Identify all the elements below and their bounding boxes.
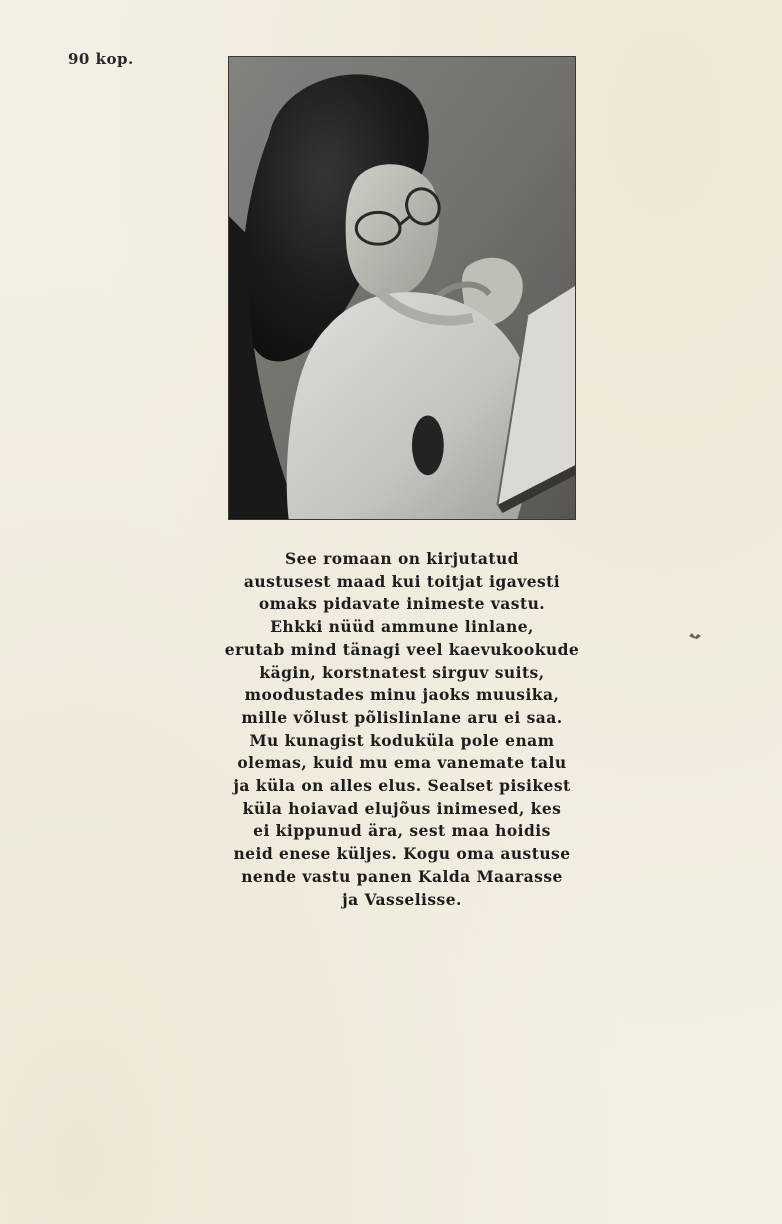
- blurb-line: ei kippunud ära, sest maa hoidis: [253, 821, 551, 841]
- price-label: 90 kop.: [68, 50, 134, 68]
- blurb-line: See romaan on kirjutatud: [285, 549, 519, 568]
- blurb-line: olemas, kuid mu ema vanemate talu: [237, 753, 567, 773]
- blurb-line: kägin, korstnatest sirguv suits,: [259, 662, 545, 682]
- author-photo-image: [229, 57, 575, 519]
- blurb-line: ja Vasselisse.: [342, 889, 462, 909]
- blurb-line: neid enese küljes. Kogu oma austuse: [233, 844, 571, 864]
- blurb-line: ja küla on alles elus. Sealset pisikest: [233, 776, 571, 796]
- blurb-line: Mu kunagist koduküla pole enam: [249, 730, 555, 750]
- blurb-line: erutab mind tänagi veel kaevukookude: [224, 639, 580, 659]
- paper-speck: [688, 632, 702, 640]
- blurb-text: [200, 548, 604, 911]
- blurb-line: moodustades minu jaoks muusika,: [244, 685, 560, 705]
- blurb-line: Ehkki nüüd ammune linlane,: [270, 617, 534, 637]
- blurb-line: omaks pidavate inimeste vastu.: [258, 594, 546, 614]
- blurb-line: mille võlust põlislinlane aru ei saa.: [241, 707, 563, 727]
- blurb-line: küla hoiavad elujõus inimesed, kes: [242, 798, 562, 818]
- blurb-line: nende vastu panen Kalda Maarasse: [241, 866, 563, 886]
- author-photo: [228, 56, 576, 520]
- blurb-line: austusest maad kui toitjat igavesti: [243, 571, 561, 591]
